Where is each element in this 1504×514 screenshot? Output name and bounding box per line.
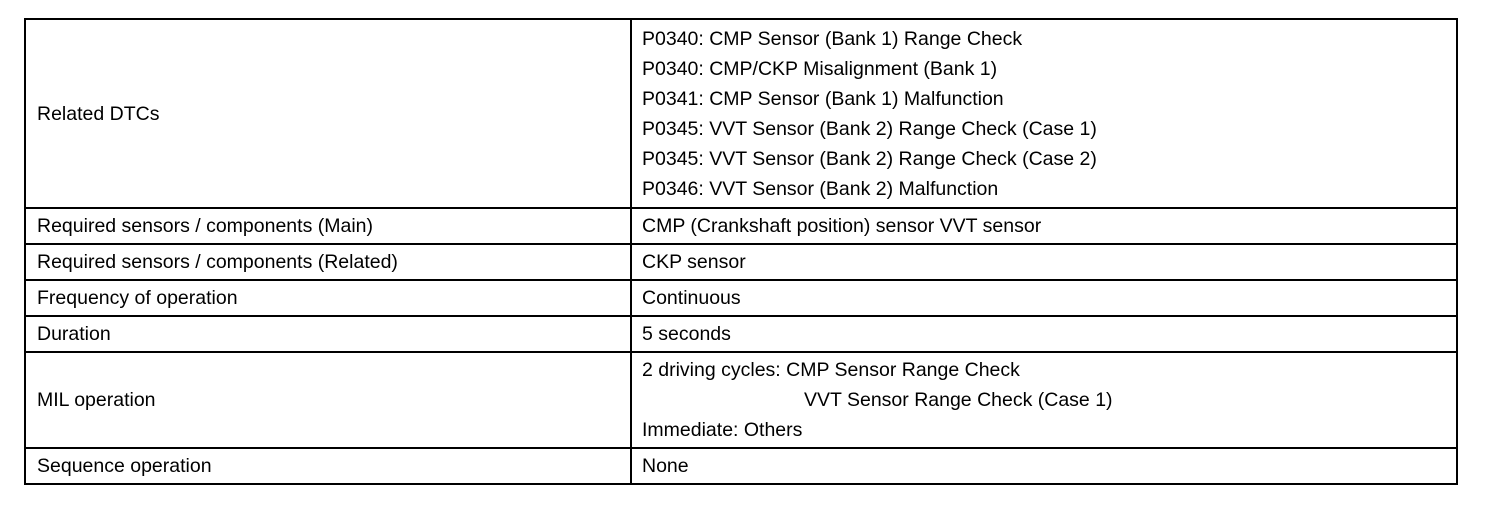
dtc-item: P0340: CMP/CKP Misalignment (Bank 1) [642,57,998,80]
table-row-mil-operation [25,352,1457,448]
mil-line-indented: VVT Sensor Range Check (Case 1) [804,389,1113,411]
monitor-spec-table [24,18,1458,485]
duration-label: Duration [25,316,631,352]
related-dtcs-label: Related DTCs [25,19,631,208]
table-row-sequence [25,448,1457,484]
table-row-sensors-related [25,244,1457,280]
sensors-related-value: CKP sensor [631,244,1457,280]
table-row-duration [25,316,1457,352]
sensors-main-label: Required sensors / components (Main) [25,208,631,244]
sequence-value: None [631,448,1457,484]
sensors-related-label: Required sensors / components (Related) [25,244,631,280]
dtc-item: P0346: VVT Sensor (Bank 2) Malfunction [642,177,999,200]
related-dtcs-value [631,19,1457,208]
dtc-item: P0345: VVT Sensor (Bank 2) Range Check (Case 2) [642,147,1097,170]
mil-operation-label: MIL operation [25,352,631,448]
table-row-frequency [25,280,1457,316]
table-row-sensors-main [25,208,1457,244]
sequence-label: Sequence operation [25,448,631,484]
sensors-main-value: CMP (Crankshaft position) sensor VVT sensor [631,208,1457,244]
mil-line: 2 driving cycles: CMP Sensor Range Check [642,359,1020,381]
frequency-value: Continuous [631,280,1457,316]
mil-operation-value [631,352,1457,448]
duration-value: 5 seconds [631,316,1457,352]
dtc-item: P0345: VVT Sensor (Bank 2) Range Check (Case 1) [642,117,1097,140]
dtc-item: P0340: CMP Sensor (Bank 1) Range Check [642,27,1023,50]
frequency-label: Frequency of operation [25,280,631,316]
dtc-item: P0341: CMP Sensor (Bank 1) Malfunction [642,87,1004,110]
mil-line: Immediate: Others [642,419,803,441]
table-row-related-dtcs [25,19,1457,208]
